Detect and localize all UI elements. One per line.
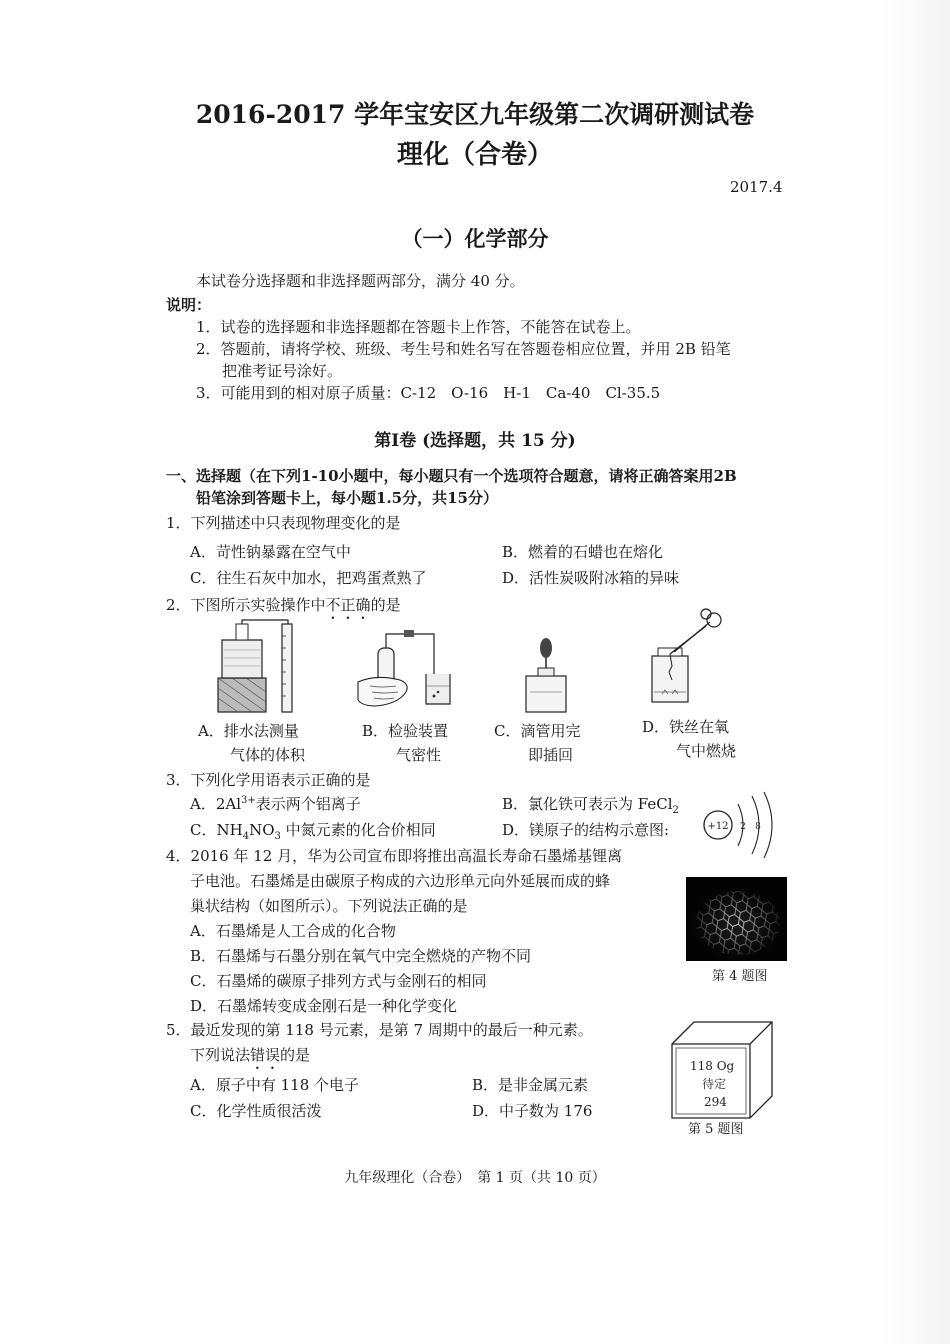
- q3-c-post: 中氮元素的化合价相同: [280, 821, 436, 839]
- q3-option-b: [502, 795, 679, 817]
- q5-line-2-pre: 下列说法: [190, 1046, 251, 1064]
- q4-option-d: D．石墨烯转变成金刚石是一种化学变化: [190, 997, 458, 1015]
- atom-nucleus: +12: [707, 821, 729, 832]
- atom-shell-2: 8: [755, 822, 761, 832]
- scan-shadow: [880, 0, 950, 1344]
- q2-label-d1: D．铁丝在氧: [642, 718, 730, 736]
- q2-label-d2: 气中燃烧: [676, 742, 737, 760]
- q3-c-sub1: 4: [242, 831, 250, 842]
- section-heading: 第Ⅰ卷 (选择题，共 15 分): [374, 431, 576, 451]
- q4-figure-caption: 第 4 题图: [712, 969, 768, 984]
- element-118-box: [668, 1020, 778, 1120]
- q4-line-2: 子电池。石墨烯是由碳原子构成的六边形单元向外延展而成的蜂: [190, 872, 611, 890]
- q5-option-a: A．原子中有 118 个电子: [190, 1076, 359, 1094]
- page-footer: 九年级理化（合卷） 第 1 页（共 10 页）: [344, 1170, 606, 1186]
- intro-summary: 本试卷分选择题和非选择题两部分，满分 40 分。: [196, 272, 525, 290]
- q2-label-c1: C．滴管用完: [494, 722, 581, 740]
- q1-stem: 1．下列描述中只表现物理变化的是: [166, 514, 401, 532]
- note-2a: 2．答题前，请将学校、班级、考生号和姓名写在答题卷相应位置，并用 2B 铅笔: [196, 340, 731, 358]
- q2-label-b2: 气密性: [396, 746, 442, 764]
- element-symbol: 118 Og: [690, 1059, 735, 1073]
- q2-figure-b: [356, 626, 468, 716]
- q5-line-1: 5．最近发现的第 118 号元素，是第 7 周期中的最后一种元素。: [166, 1021, 593, 1039]
- q2-stem-post: 的是: [370, 596, 401, 614]
- q3-option-c: [190, 821, 436, 843]
- q3-a-post: 表示两个铝离子: [255, 795, 361, 813]
- exam-date: 2017.4: [730, 178, 783, 196]
- part-title: （一）化学部分: [401, 226, 549, 251]
- note-2b: 把准考证号涂好。: [222, 362, 343, 380]
- q2-figure-a: [210, 616, 300, 716]
- q1-option-a: A．苛性钠暴露在空气中: [190, 543, 351, 561]
- section-instr-2: 铅笔涂到答题卡上，每小题1.5分，共15分）: [196, 489, 498, 507]
- note-3: 3．可能用到的相对原子质量：C-12 O-16 H-1 Ca-40 Cl-35.5: [196, 384, 661, 402]
- q3-option-d: D．镁原子的结构示意图:: [502, 821, 670, 839]
- atom-shell-1: 2: [740, 822, 746, 832]
- graphene-figure: [686, 877, 787, 961]
- exam-subtitle: 理化（合卷）: [396, 140, 553, 170]
- q3-b-pre: B．氯化铁可表示为 FeCl: [502, 795, 673, 813]
- element-mass: 294: [704, 1095, 727, 1109]
- section-instr-1: 一、选择题（在下列1-10小题中，每小题只有一个选项符合题意，请将正确答案用2B: [166, 467, 737, 485]
- q5-option-b: B．是非金属元素: [472, 1076, 589, 1094]
- q2-label-a1: A．排水法测量: [198, 722, 299, 740]
- q2-stem-emphasis: 不正确: [325, 596, 371, 614]
- notes-label: 说明：: [166, 296, 212, 314]
- element-name: 待定: [702, 1077, 727, 1091]
- q4-line-1: 4．2016 年 12 月，华为公司宣布即将推出高温长寿命石墨烯基锂离: [166, 847, 623, 865]
- q5-option-d: D．中子数为 176: [472, 1102, 593, 1120]
- q5-line-2-emphasis: 错误: [250, 1046, 281, 1064]
- q3-c-mid: NO: [249, 821, 275, 839]
- q3-a-sup: 3+: [241, 795, 256, 806]
- q3-c-pre: C．NH: [190, 821, 243, 839]
- q4-line-3: 巢状结构（如图所示）。下列说法正确的是: [190, 897, 468, 915]
- q1-option-b: B．燃着的石蜡也在熔化: [502, 543, 664, 561]
- q2-figure-d: [640, 608, 730, 712]
- q4-option-a: A．石墨烯是人工合成的化合物: [190, 922, 396, 940]
- q4-option-c: C．石墨烯的碳原子排列方式与金刚石的相同: [190, 972, 487, 990]
- q3-c-sub2: 3: [274, 831, 281, 842]
- note-1: 1．试卷的选择题和非选择题都在答题卡上作答，不能答在试卷上。: [196, 318, 641, 336]
- q5-line-2-post: 的是: [280, 1046, 311, 1064]
- q2-label-c2: 即插回: [528, 746, 574, 764]
- q1-option-d: D．活性炭吸附冰箱的异味: [502, 569, 680, 587]
- q1-option-c: C．往生石灰中加水，把鸡蛋煮熟了: [190, 569, 427, 587]
- magnesium-atom-diagram: [700, 790, 780, 860]
- q5-figure-caption: 第 5 题图: [688, 1122, 744, 1137]
- q2-label-a2: 气体的体积: [230, 746, 306, 764]
- q3-a-pre: A．2Al: [190, 795, 242, 813]
- q4-option-b: B．石墨烯与石墨分别在氧气中完全燃烧的产物不同: [190, 947, 532, 965]
- q2-label-b1: B．检验装置: [362, 722, 449, 740]
- q2-stem-pre: 2．下图所示实验操作中: [166, 596, 326, 614]
- exam-title: 2016-2017 学年宝安区九年级第二次调研测试卷: [195, 100, 755, 129]
- q3-option-a: [190, 795, 361, 813]
- q5-line-2: [190, 1046, 310, 1073]
- q5-option-c: C．化学性质很活泼: [190, 1102, 322, 1120]
- q3-b-sub: 2: [672, 805, 679, 816]
- q2-figure-c: [520, 636, 572, 716]
- q3-stem: 3．下列化学用语表示正确的是: [166, 771, 371, 789]
